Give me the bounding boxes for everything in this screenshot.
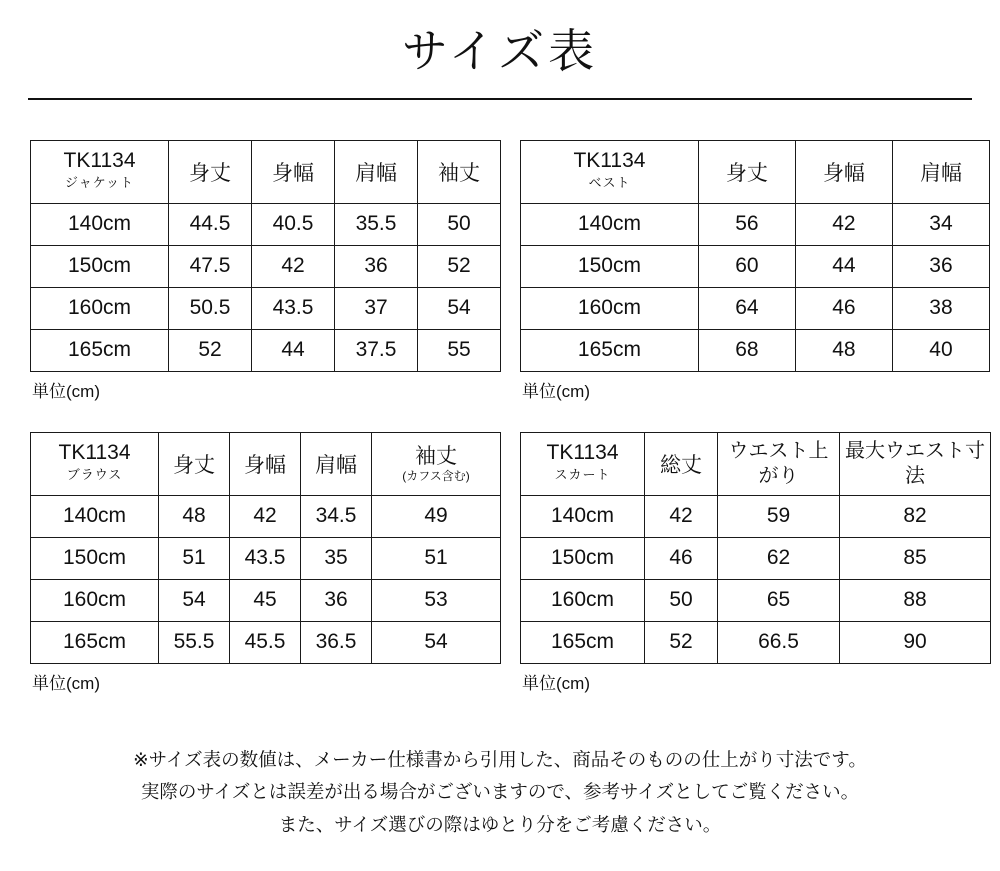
size-table-jacket [30,140,501,372]
cell-value: 51 [159,537,230,579]
row-size-label: 150cm [521,537,645,579]
column-header [372,432,501,495]
table-header-row [521,432,991,495]
column-header: ウエスト上がり [718,432,840,495]
cell-value: 44 [252,329,335,371]
table-block-blouse [30,432,500,694]
table-row [521,203,990,245]
cell-value: 46 [795,287,892,329]
cell-value: 54 [159,579,230,621]
column-header: 身幅 [230,432,301,495]
cell-value: 66.5 [718,621,840,663]
size-table-skirt [520,432,991,664]
cell-value: 62 [718,537,840,579]
unit-label: 単位(cm) [522,381,590,401]
table-row [521,579,991,621]
table-block-skirt [520,432,990,694]
unit-label: 単位(cm) [32,673,100,693]
cell-value: 37 [335,287,418,329]
cell-value: 42 [252,245,335,287]
cell-value: 36 [335,245,418,287]
column-header: 最大ウエスト寸法 [840,432,991,495]
table-row [521,245,990,287]
product-code: TK1134 [63,149,136,173]
row-size-label: 165cm [521,329,699,371]
cell-value: 50.5 [169,287,252,329]
product-item: ブラウス [66,467,123,483]
cell-value: 46 [645,537,718,579]
cell-value: 44 [795,245,892,287]
table-row [521,329,990,371]
table-corner-cell [521,140,699,203]
footnote-line: また、サイズ選びの際はゆとり分をご考慮ください。 [278,813,722,835]
column-header: 肩幅 [335,140,418,203]
column-header: 身幅 [252,140,335,203]
cell-value: 48 [795,329,892,371]
cell-value: 52 [645,621,718,663]
row-size-label: 140cm [31,495,159,537]
column-header-sub: (カフス含む) [402,468,470,483]
cell-value: 54 [418,287,501,329]
cell-value: 52 [169,329,252,371]
table-block-jacket [30,140,500,402]
column-header: 身丈 [159,432,230,495]
cell-value: 34 [892,203,989,245]
cell-value: 48 [159,495,230,537]
cell-value: 56 [698,203,795,245]
cell-value: 88 [840,579,991,621]
column-header: 身丈 [169,140,252,203]
cell-value: 42 [645,495,718,537]
table-corner-cell [521,432,645,495]
column-header: 肩幅 [892,140,989,203]
cell-value: 49 [372,495,501,537]
cell-value: 60 [698,245,795,287]
row-size-label: 160cm [521,287,699,329]
cell-value: 36.5 [301,621,372,663]
cell-value: 90 [840,621,991,663]
cell-value: 45.5 [230,621,301,663]
table-row [31,621,501,663]
cell-value: 43.5 [252,287,335,329]
cell-value: 82 [840,495,991,537]
cell-value: 52 [418,245,501,287]
product-item: スカート [554,467,611,483]
column-header: 総丈 [645,432,718,495]
row-size-label: 140cm [521,495,645,537]
table-corner-cell [31,140,169,203]
cell-value: 65 [718,579,840,621]
size-table-blouse [30,432,501,664]
table-header-row [521,140,990,203]
row-size-label: 150cm [521,245,699,287]
cell-value: 50 [418,203,501,245]
row-size-label: 165cm [521,621,645,663]
table-row [31,329,501,371]
row-size-label: 160cm [31,579,159,621]
unit-label: 単位(cm) [32,381,100,401]
table-row [521,287,990,329]
size-table-vest [520,140,990,372]
product-code: TK1134 [546,441,619,465]
column-header: 肩幅 [301,432,372,495]
row-size-label: 140cm [521,203,699,245]
cell-value: 43.5 [230,537,301,579]
cell-value: 36 [892,245,989,287]
footnotes [0,744,1000,841]
cell-value: 64 [698,287,795,329]
table-row [31,203,501,245]
cell-value: 34.5 [301,495,372,537]
row-size-label: 165cm [31,621,159,663]
cell-value: 37.5 [335,329,418,371]
row-size-label: 150cm [31,537,159,579]
product-item: ジャケット [64,175,135,191]
table-row [521,495,991,537]
product-code: TK1134 [573,149,646,173]
table-row [521,537,991,579]
table-row [31,245,501,287]
cell-value: 50 [645,579,718,621]
cell-value: 42 [230,495,301,537]
row-size-label: 160cm [31,287,169,329]
cell-value: 45 [230,579,301,621]
cell-value: 53 [372,579,501,621]
cell-value: 35.5 [335,203,418,245]
cell-value: 55.5 [159,621,230,663]
cell-value: 38 [892,287,989,329]
table-corner-cell [31,432,159,495]
table-block-vest [520,140,990,402]
row-size-label: 140cm [31,203,169,245]
row-size-label: 165cm [31,329,169,371]
table-row [31,495,501,537]
cell-value: 40 [892,329,989,371]
cell-value: 51 [372,537,501,579]
table-header-row [31,432,501,495]
table-row [31,287,501,329]
cell-value: 36 [301,579,372,621]
unit-label: 単位(cm) [522,673,590,693]
cell-value: 35 [301,537,372,579]
cell-value: 42 [795,203,892,245]
cell-value: 85 [840,537,991,579]
row-size-label: 160cm [521,579,645,621]
column-header: 身丈 [698,140,795,203]
page-title: サイズ表 [401,25,599,77]
row-size-label: 150cm [31,245,169,287]
table-row [521,621,991,663]
cell-value: 47.5 [169,245,252,287]
table-row [31,579,501,621]
table-header-row [31,140,501,203]
footnote-line: ※サイズ表の数値は、メーカー仕様書から引用した、商品そのものの仕上がり寸法です。 [133,748,867,770]
table-row [31,537,501,579]
product-item: ベスト [588,175,631,191]
column-header: 身幅 [795,140,892,203]
tables-grid [0,100,1000,694]
cell-value: 44.5 [169,203,252,245]
product-code: TK1134 [58,441,131,465]
cell-value: 54 [372,621,501,663]
footnote-line: 実際のサイズとは誤差が出る場合がございますので、参考サイズとしてご覧ください。 [140,781,860,803]
cell-value: 40.5 [252,203,335,245]
column-header-main: 袖丈 [415,444,457,468]
column-header: 袖丈 [418,140,501,203]
cell-value: 59 [718,495,840,537]
cell-value: 68 [698,329,795,371]
cell-value: 55 [418,329,501,371]
